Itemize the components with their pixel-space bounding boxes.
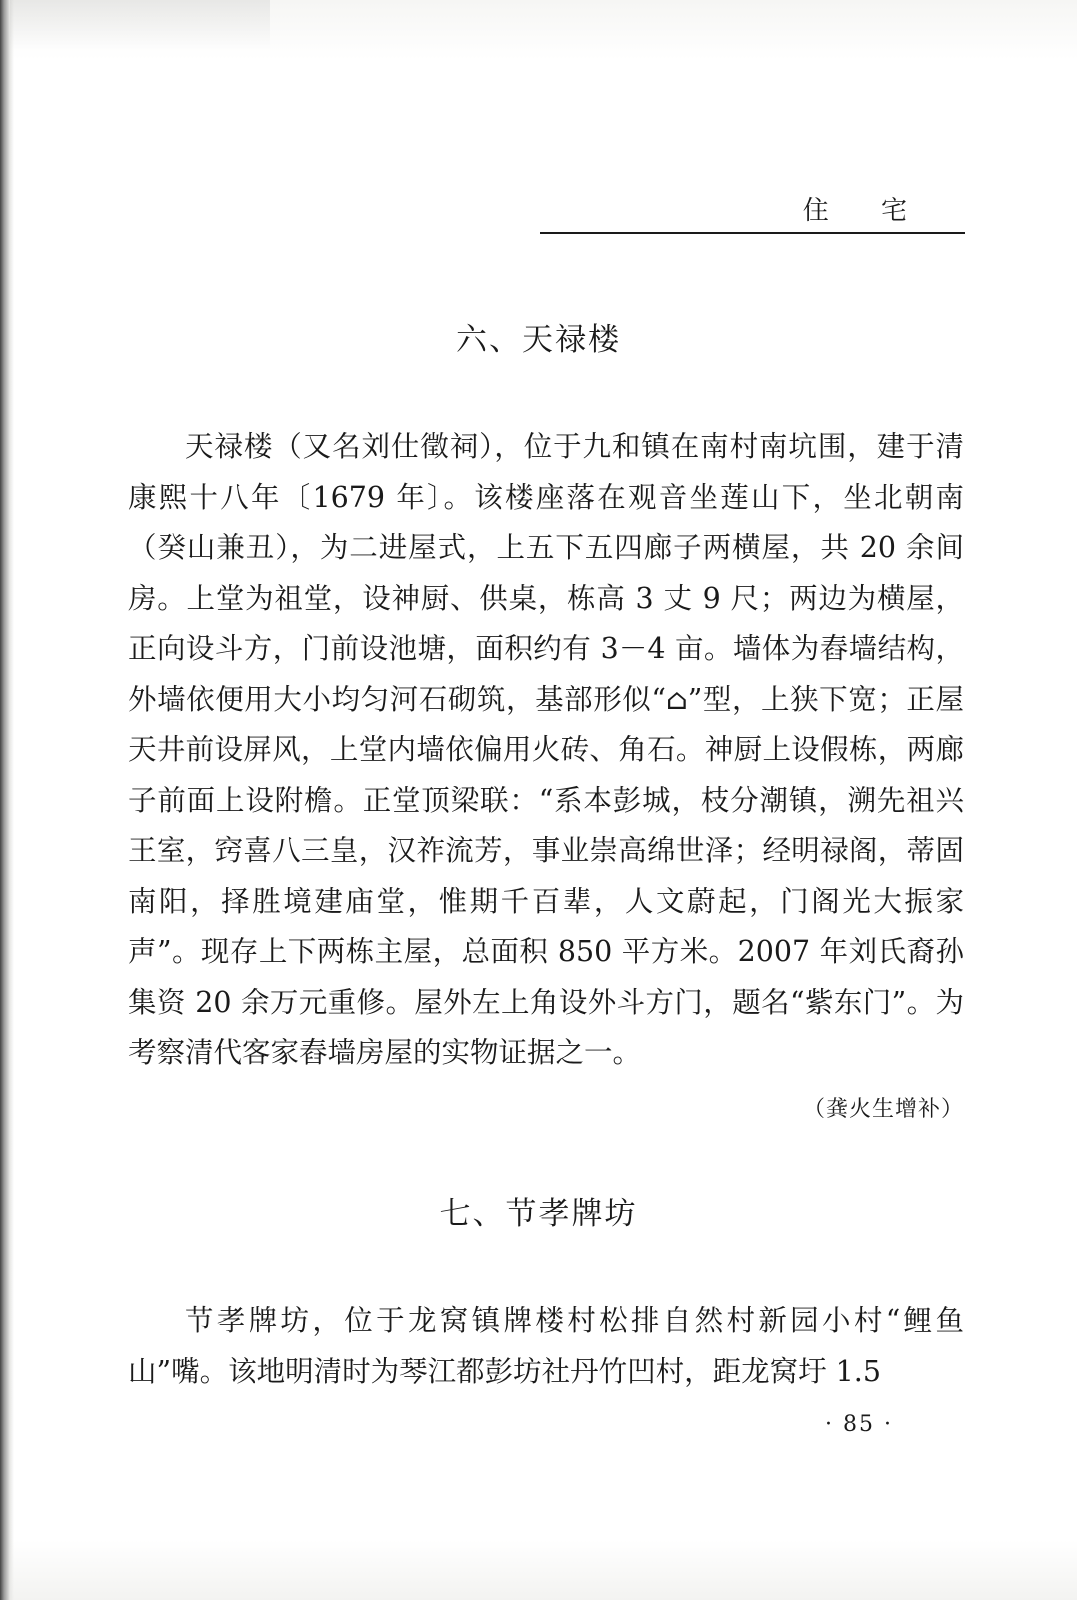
scan-smudge — [10, 0, 270, 50]
section-body-jiexiao-paifang: 节孝牌坊，位于龙窝镇牌楼村松排自然村新园小村“鲤鱼山”嘴。该地明清时为琴江都彭坊社丹竹凹村，距龙窝圩 1.5 — [128, 1304, 964, 1388]
running-head-rule — [540, 232, 965, 234]
running-head — [540, 186, 965, 234]
attribution: （龚火生增补） — [802, 1097, 964, 1122]
page-number: · 85 · — [825, 1412, 893, 1437]
section-title-tianlulou: 六、天禄楼 — [456, 322, 621, 358]
running-head-text: 住 宅 — [802, 196, 929, 226]
binding-shadow — [0, 0, 14, 1600]
section-title-jiexiao-paifang: 七、节孝牌坊 — [439, 1196, 638, 1232]
section-body-tianlulou: 天禄楼（又名刘仕徵祠），位于九和镇在南村南坑围，建于清康熙十八年〔1679 年〕。该楼座落在观音坐莲山下，坐北朝南（癸山兼丑），为二进屋式，上五下五四廊子两横屋，共 20 余间房。上堂为祖堂，设神厨、供桌，栋高 3 丈 9 尺；两边为横屋，正向设斗方，门前设池塘，面积约有 3－4 亩。墙体为舂墙结构，外墙依便用大小均匀河石砌筑，基部形似“⌂”型，上狭下宽；正屋天井前设屏风，上堂内墙依偏用火砖、角石。神厨上设假栋，两廊子前面上设附檐。正堂顶梁联：“系本彭城，枝分潮镇，溯先祖兴王室，窍喜八三皇，汉祚流芳，事业崇高绵世泽；经明禄阁，蒂固南阳，择胜境建庙堂，惟期千百辈，人文蔚起，门阁光大振家声”。现存上下两栋主屋，总面积 850 平方米。2007 年刘氏裔孙集资 20 余万元重修。屋外左上角设外斗方门，题名“紫东门”。为考察清代客家舂墙房屋的实物证据之一。 — [128, 430, 964, 1069]
